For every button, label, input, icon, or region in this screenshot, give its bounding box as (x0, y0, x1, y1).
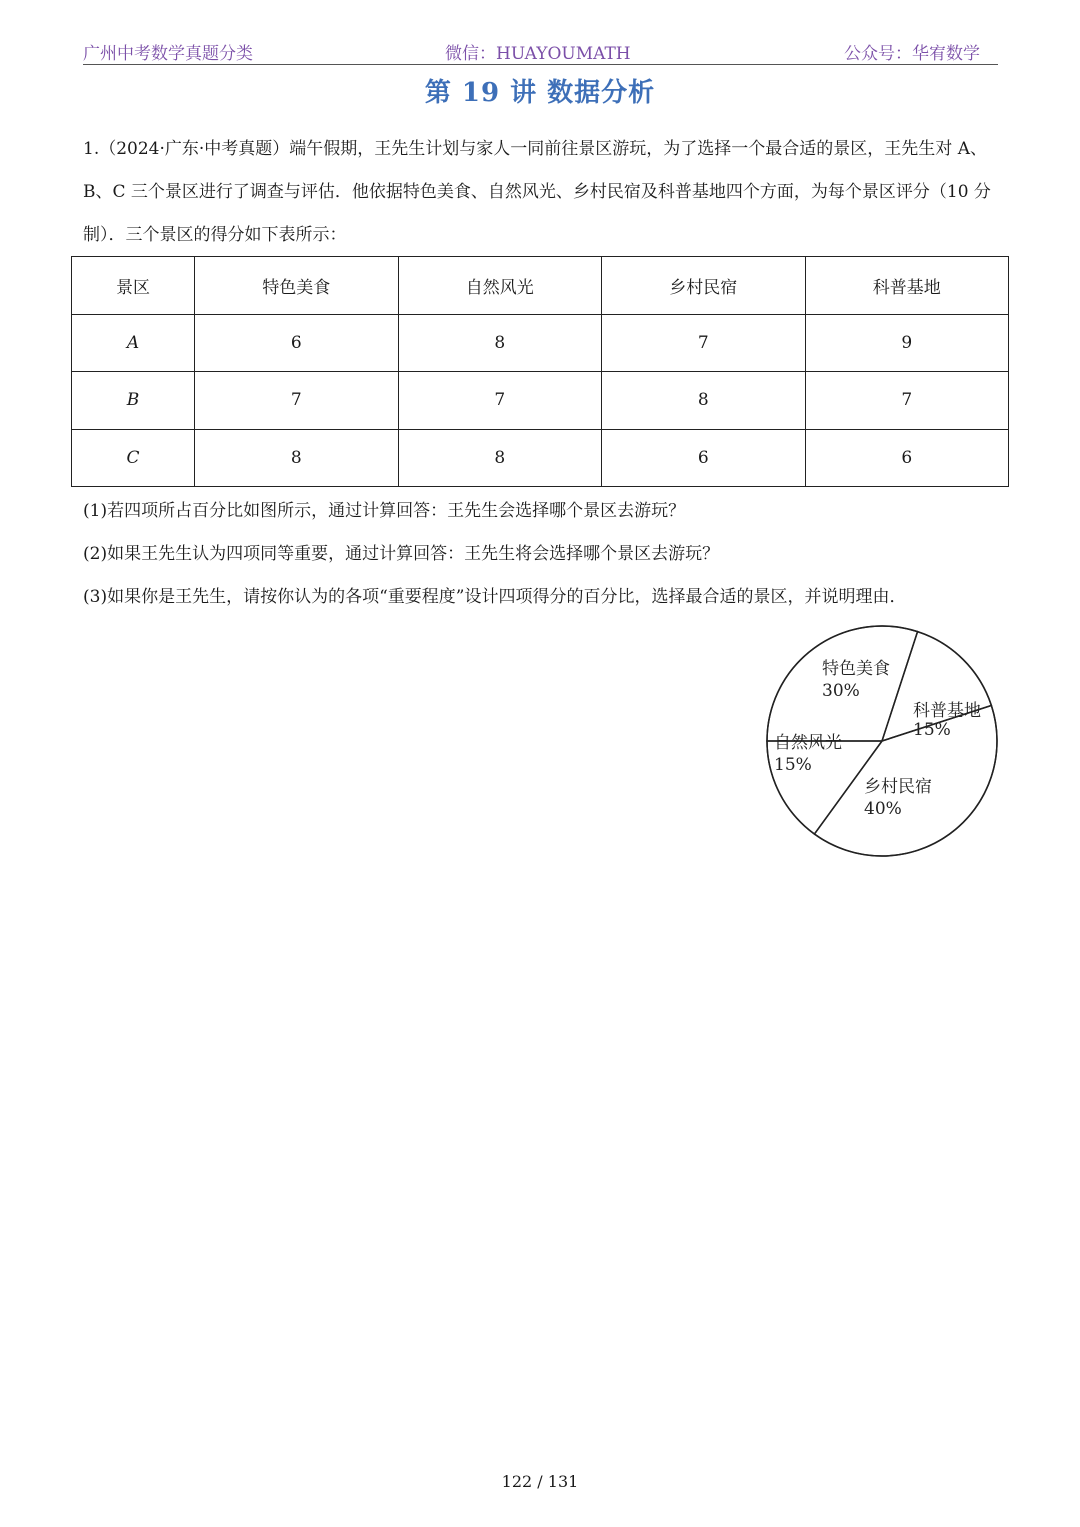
table-row (72, 315, 1009, 372)
table-row (72, 372, 1009, 429)
table-cell: 8 (602, 372, 806, 429)
table-cell: 6 (602, 429, 806, 486)
header-wechat: 微信：HUAYOUMATH (445, 44, 631, 64)
table-cell: 6 (195, 315, 399, 372)
pie-slice-value: 15% (774, 755, 812, 775)
table-cell: 6 (805, 429, 1009, 486)
pie-slice-label: 特色美食 (822, 659, 890, 679)
subquestion-1: (1)若四项所占百分比如图所示，通过计算回答：王先生会选择哪个景区去游玩？ (83, 501, 686, 521)
table-cell: 7 (398, 372, 602, 429)
pie-slice-value: 40% (864, 799, 902, 819)
page-header (83, 38, 998, 65)
table-header-cell: 科普基地 (805, 257, 1009, 315)
page-number: 122 / 131 (501, 1472, 579, 1491)
table-cell: 9 (805, 315, 1009, 372)
pie-slice-label: 自然风光 (774, 733, 842, 753)
pie-slice-label: 科普基地 (913, 701, 981, 721)
table-header-cell: 景区 (72, 257, 195, 315)
table-cell: 7 (805, 372, 1009, 429)
subquestion-3: (3)如果你是王先生，请按你认为的各项“重要程度”设计四项得分的百分比，选择最合适的景区，并说明理由． (83, 587, 907, 607)
table-cell: B (72, 372, 195, 429)
header-category: 广州中考数学真题分类 (83, 44, 253, 64)
page-title: 第 19 讲 数据分析 (424, 78, 656, 108)
header-account: 公众号：华宥数学 (844, 44, 980, 64)
table-cell: 8 (398, 429, 602, 486)
score-table (71, 256, 1009, 487)
table-cell: 8 (398, 315, 602, 372)
table-header-cell: 自然风光 (398, 257, 602, 315)
table-header-cell: 乡村民宿 (602, 257, 806, 315)
question-text: 1.（2024·广东·中考真题）端午假期，王先生计划与家人一同前往景区游玩，为了选择一个最合适的景区，王先生对 A、B、C 三个景区进行了调查与评估．他依据特色美食、自然风光、乡村民宿及科普基地四个方面，为每个景区评分（10 分制）．三个景区的得分如下表所示： (83, 139, 991, 245)
table-cell: 7 (195, 372, 399, 429)
table-cell: A (72, 315, 195, 372)
table-row (72, 429, 1009, 486)
subquestion-2: (2)如果王先生认为四项同等重要，通过计算回答：王先生将会选择哪个景区去游玩？ (83, 544, 720, 564)
table-header-cell: 特色美食 (195, 257, 399, 315)
table-header-row (72, 257, 1009, 315)
pie-slice-label: 乡村民宿 (864, 777, 932, 797)
table-cell: 8 (195, 429, 399, 486)
pie-slice-value: 15% (913, 720, 951, 740)
table-cell: C (72, 429, 195, 486)
pie-chart (760, 622, 1010, 862)
table-cell: 7 (602, 315, 806, 372)
pie-slice-value: 30% (822, 681, 860, 701)
